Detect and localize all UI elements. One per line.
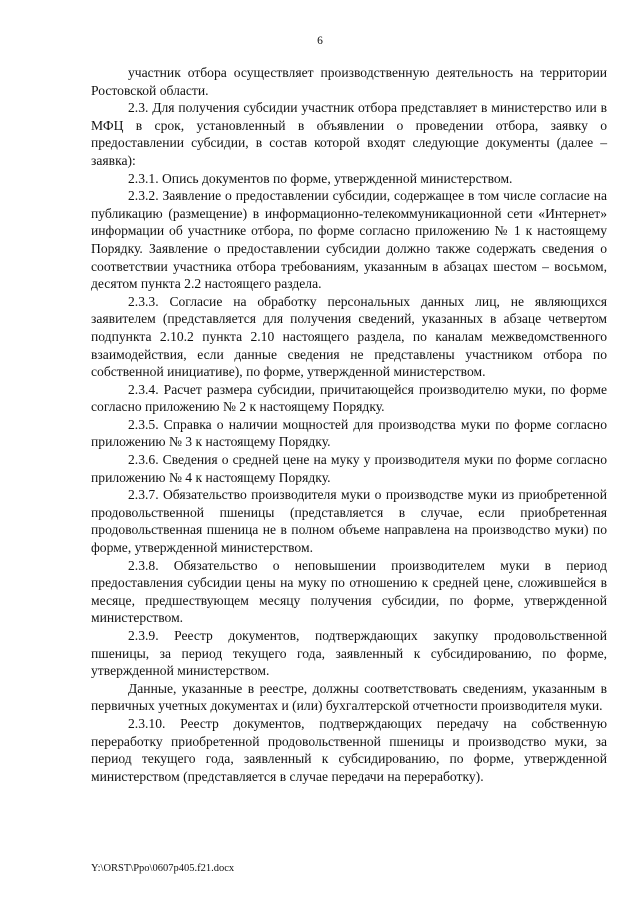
page-number: 6: [317, 35, 323, 47]
paragraph-continuation: участник отбора осуществляет производственную деятельность на территории Ростовской области.: [91, 65, 607, 98]
paragraph-2-3-8: 2.3.8. Обязательство о неповышении производителем муки в период предоставления субсидии цены на муку по отношению к средней цене, сложившейся в месяце, предшествующем месяцу получения субсидии, по форме, утвержденной министерством.: [91, 557, 607, 626]
paragraph-2-3-1: 2.3.1. Опись документов по форме, утвержденной министерством.: [128, 170, 513, 186]
paragraph-2-3-9: 2.3.9. Реестр документов, подтверждающих закупку продовольственной пшеницы, за период текущего года, заявленный к субсидированию, по форме, утвержденной министерством.: [91, 628, 607, 679]
paragraph-2-3: 2.3. Для получения субсидии участник отбора представляет в министерство или в МФЦ в срок, установленный в объявлении о проведении отбора, заявку о предоставлении субсидии, в состав которой входят следующие документы (далее – заявка):: [91, 100, 607, 168]
paragraph-2-3-3: 2.3.3. Согласие на обработку персональных данных лиц, не являющихся заявителем (представляется для получения сведений, указанных в абзаце четвертом подпункта 2.10.2 пункта 2.10 настоящего раздела, по каналам межведомственного взаимодействия, если данные сведения не представлены участником отбора по собственной инициативе), по форме, утвержденной министерством.: [91, 293, 607, 380]
paragraph-2-3-6: 2.3.6. Сведения о средней цене на муку у производителя муки по форме согласно приложению № 4 к настоящему Порядку.: [91, 452, 607, 485]
paragraph-2-3-4: 2.3.4. Расчет размера субсидии, причитающейся производителю муки, по форме согласно приложению № 2 к настоящему Порядку.: [91, 381, 607, 415]
paragraph-registry-note: Данные, указанные в реестре, должны соответствовать сведениям, указанным в первичных учетных документах и (или) бухгалтерской отчетности производителя муки.: [91, 680, 607, 714]
paragraph-2-3-10: 2.3.10. Реестр документов, подтверждающих передачу на собственную переработку приобретенной продовольственной пшеницы и производство муки, за период текущего года, заявленный к субсидированию, по форме, утвержденной министерством (представляется в случае передачи на переработку).: [91, 715, 607, 784]
paragraph-2-3-5: 2.3.5. Справка о наличии мощностей для производства муки по форме согласно приложению № 3 к настоящему Порядку.: [91, 416, 607, 450]
paragraph-2-3-7: 2.3.7. Обязательство производителя муки о производстве муки из приобретенной продовольственной пшеницы (представляется в случае, если приобретенная продовольственная пшеница не в полном объеме направлена на производство муки) по форме, утвержденной министерством.: [91, 487, 607, 556]
footer-file-path: Y:\ORST\Ppo\0607p405.f21.docx: [91, 863, 235, 874]
paragraph-2-3-2: 2.3.2. Заявление о предоставлении субсидии, содержащее в том числе согласие на публикацию (размещение) в информационно-телекоммуникационной сети «Интернет» информации об участнике отбора, по форме согласно приложению № 1 к настоящему Порядку. Заявление о предоставлении субсидии должно также содержать сведения о соответствии участника отбора требованиям, указанным в абзацах шестом – восьмом, десятом пункта 2.2 настоящего раздела.: [91, 188, 607, 292]
document-body: [91, 64, 607, 785]
